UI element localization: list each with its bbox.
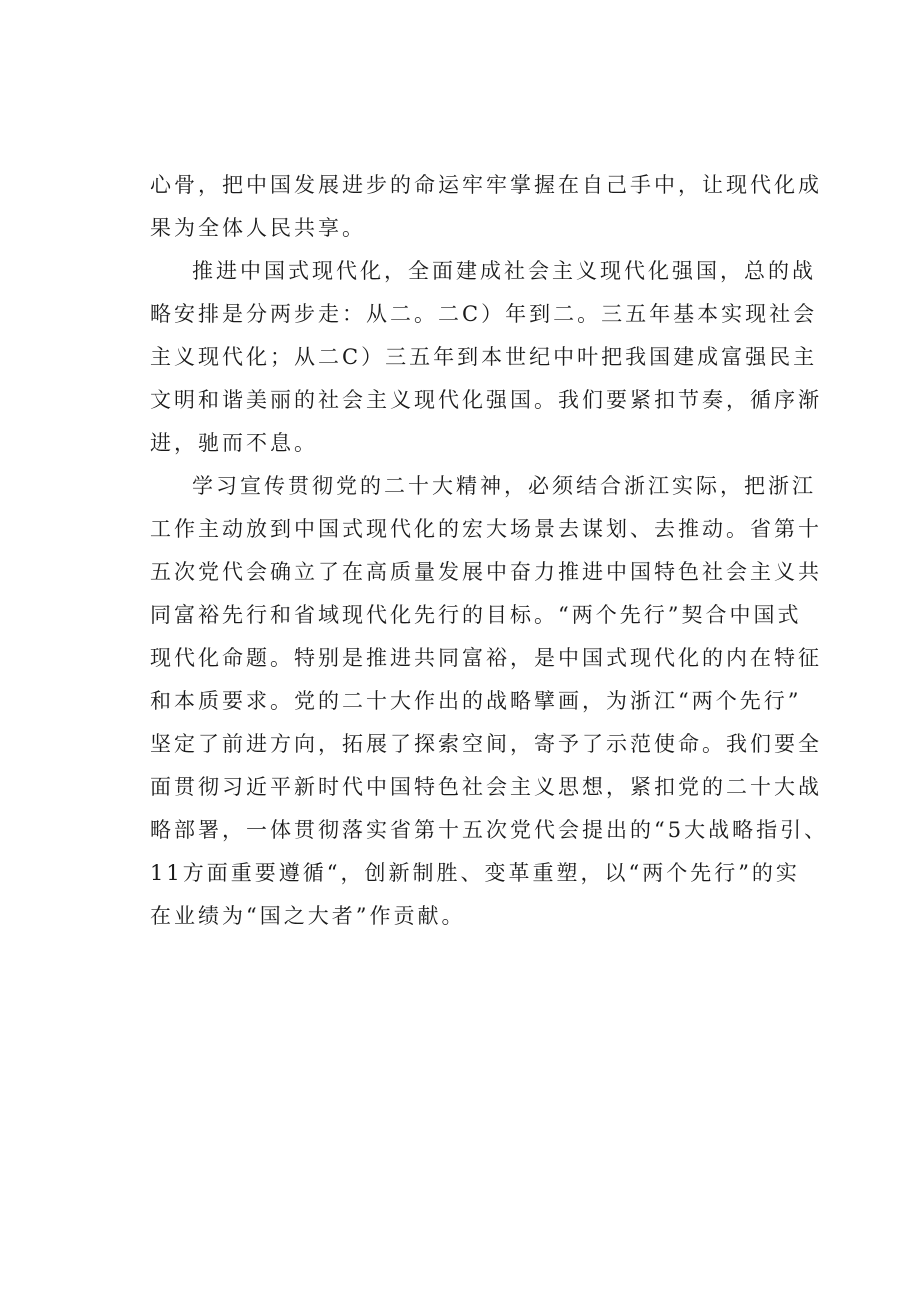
text-line: 面贯彻习近平新时代中国特色社会主义思想，紧扣党的二十大战 xyxy=(150,775,822,799)
text-line: 心骨，把中国发展进步的命运牢牢掌握在自己手中，让现代化成 xyxy=(150,173,822,197)
body-text xyxy=(150,164,829,938)
text-line: 同富裕先行和省域现代化先行的目标。“两个先行”契合中国式 xyxy=(150,603,802,627)
text-line: 略部署，一体贯彻落实省第十五次党代会提出的“5大战略指引、 xyxy=(150,818,829,842)
text-line: 和本质要求。党的二十大作出的战略擘画，为浙江“两个先行” xyxy=(150,689,802,713)
text-line: 在业绩为“国之大者”作贡献。 xyxy=(150,904,466,928)
text-line: 五次党代会确立了在高质量发展中奋力推进中国特色社会主义共 xyxy=(150,560,822,584)
text-line: 现代化命题。特别是推进共同富裕，是中国式现代化的内在特征 xyxy=(150,646,822,670)
text-line: 果为全体人民共享。 xyxy=(150,216,366,240)
text-line: 坚定了前进方向，拓展了探索空间，寄予了示范使命。我们要全 xyxy=(150,732,822,756)
paragraph-start-line: 推进中国式现代化，全面建成社会主义现代化强国，总的战 xyxy=(192,259,816,283)
text-line: 主义现代化；从二C）三五年到本世纪中叶把我国建成富强民主 xyxy=(150,345,818,369)
text-line: 11方面重要遵循“，创新制胜、变革重塑，以“两个先行”的实 xyxy=(150,861,800,885)
text-line: 进，驰而不息。 xyxy=(150,431,318,455)
paragraph-start-line: 学习宣传贯彻党的二十大精神，必须结合浙江实际，把浙江 xyxy=(192,474,816,498)
text-line: 略安排是分两步走：从二。二C）年到二。三五年基本实现社会 xyxy=(150,302,818,326)
text-line: 工作主动放到中国式现代化的宏大场景去谋划、去推动。省第十 xyxy=(150,517,822,541)
text-line: 文明和谐美丽的社会主义现代化强国。我们要紧扣节奏，循序渐 xyxy=(150,388,822,412)
